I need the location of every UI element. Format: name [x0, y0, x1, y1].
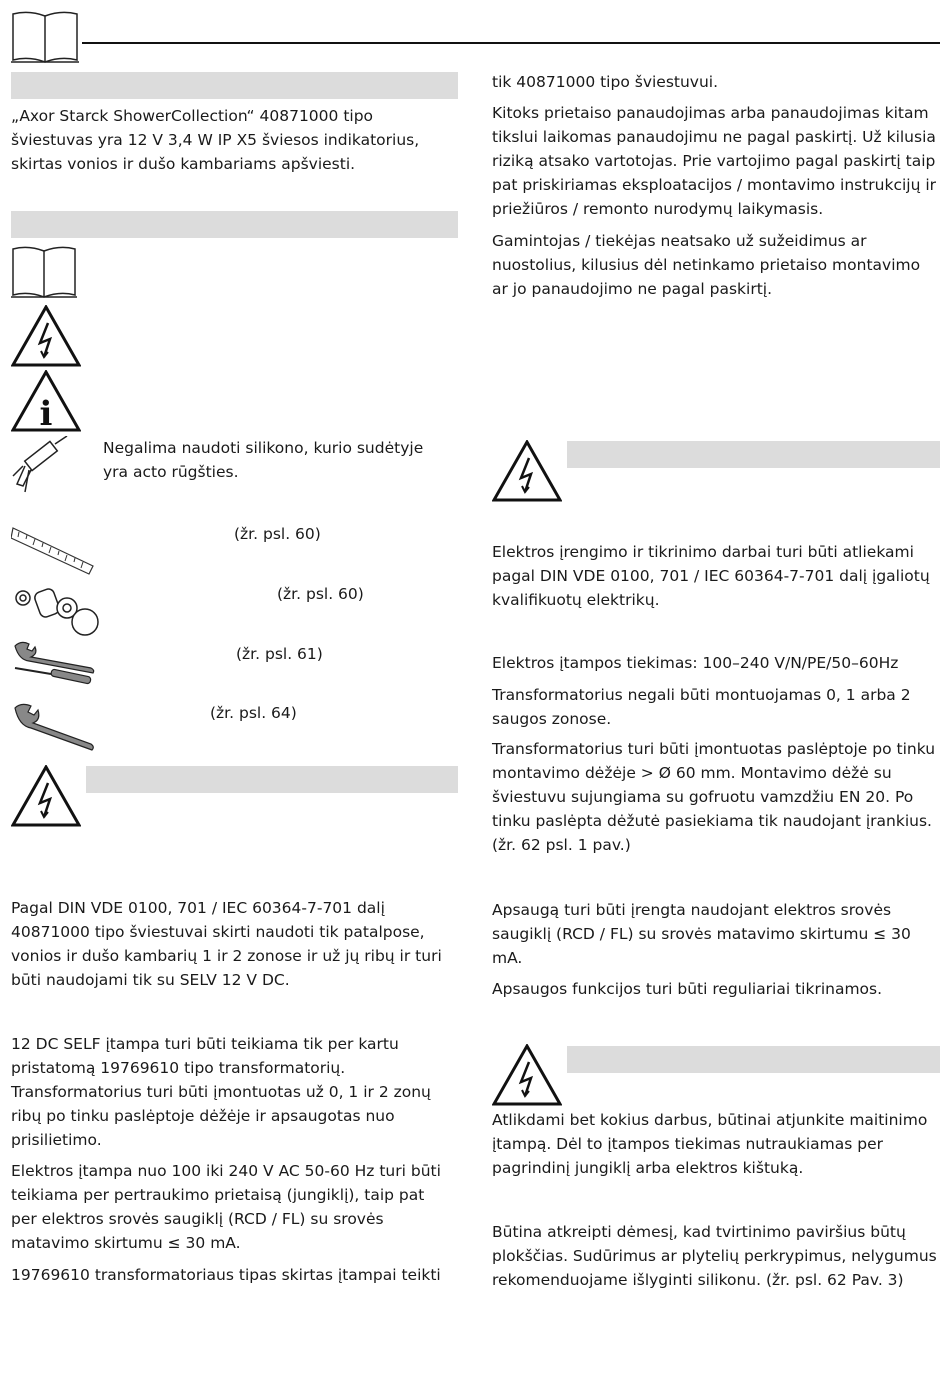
check-paragraph: Apsaugos funkcijos turi būti reguliariai tikrinamos. [492, 980, 883, 998]
electrician-paragraph: Elektros įrengimo ir tikrinimo darbai turi būti atliekami pagal DIN VDE 0100, 701 / IEC 60364-7-701 dalį įgaliotų kvalifikuotų elektrikų. [492, 543, 930, 609]
page-reference: (žr. psl. 61) [236, 645, 323, 663]
page-reference: (žr. psl. 60) [234, 525, 321, 543]
page-reference: (žr. psl. 60) [277, 585, 364, 603]
voltage-paragraph: Elektros įtampa nuo 100 iki 240 V AC 50-60 Hz turi būti teikiama per pertraukimo prietaisą (jungiklį), taip pat per elektros srovės saugiklį (RCD / FL) su srovės matavimo skirtumu ≤ 30 mA. [11, 1162, 441, 1252]
din-paragraph: Pagal DIN VDE 0100, 701 / IEC 60364-7-701 dalį 40871000 tipo šviestuvai skirti naudoti tik patalpose, vonios ir dušo kambarių 1 ir 2 zonose ir už jų ribų ir turi būti naudojami tik su SELV 12 V DC. [11, 899, 442, 989]
electrical-hazard-icon [492, 1044, 562, 1106]
header-rule [82, 42, 940, 44]
intro-paragraph: „Axor Starck ShowerCollection“ 40871000 tipo šviestuvas yra 12 V 3,4 W IP X5 šviesos indikatorius, skirtas vonios ir dušo kambariams apšviesti. [11, 107, 420, 173]
ruler-icon [11, 520, 95, 578]
manual-book-icon [11, 8, 79, 64]
zone-paragraph: Transformatorius negali būti montuojamas 0, 1 arba 2 saugos zonose. [492, 686, 911, 728]
section-heading-bar [86, 766, 458, 793]
section-heading-bar [11, 72, 458, 99]
parts-set-icon [11, 578, 99, 638]
misuse-paragraph: Kitoks prietaiso panaudojimas arba panaudojimas kitam tikslui laikomas panaudojimu ne pagal paskirtį. Už kilusia riziką atsako vartotojas. Prie vartojimo pagal paskirtį taip pat priskiriamas eksploatacijos / montavimo instrukcijų ir priežiūros / remonto nurodymų laikymasis. [492, 104, 937, 218]
selv-paragraph: 12 DC SELF įtampa turi būti teikiama tik per kartu pristatomą 19769610 tipo transformatorių. Transformatorius turi būti įmontuotas už 0, 1 ir 2 zonų ribų po tinku paslėptoje dėžėje ir apsaugotas nuo prisilietimo. [11, 1035, 431, 1149]
electrical-hazard-icon [492, 440, 562, 502]
liability-paragraph: Gamintojas / tiekėjas neatsako už sužeidimus ar nuostolius, kilusius dėl netinkamo prietaiso montavimo ar jo panaudojimo ne pagal paskirtį. [492, 232, 921, 298]
electrical-hazard-icon [11, 765, 81, 827]
wrench-icon [11, 702, 97, 754]
section-heading-bar [11, 211, 458, 238]
transformer-paragraph: 19769610 transformatoriaus tipas skirtas įtampai teikti [11, 1266, 441, 1284]
svg-text:i: i [39, 394, 53, 432]
wrench-screwdriver-icon [11, 640, 97, 690]
continuation-paragraph: tik 40871000 tipo šviestuvui. [492, 73, 719, 91]
electrical-hazard-icon [11, 305, 81, 367]
section-heading-bar [567, 1046, 940, 1073]
silicone-note: Negalima naudoti silikono, kurio sudėtyje yra acto rūgšties. [103, 439, 424, 481]
surface-paragraph: Būtina atkreipti dėmesį, kad tvirtinimo paviršius būtų plokščias. Sudūrimus ar plytelių perkrypimus, nelygumus rekomenduojame išlyginti silikonu. (žr. psl. 62 Pav. 3) [492, 1223, 937, 1289]
disconnect-paragraph: Atlikdami bet kokius darbus, būtinai atjunkite maitinimo įtampą. Dėl to įtampos tiekimas nutraukiamas per pagrindinį jungiklį arba elektros kištuką. [492, 1111, 928, 1177]
info-warning-icon [11, 370, 81, 432]
manual-book-icon [11, 243, 77, 299]
box-paragraph: Transformatorius turi būti įmontuotas paslėptoje po tinku montavimo dėžėje > Ø 60 mm. Montavimo dėžė su šviestuvu sujungiama su gofruotu vamzdžiu EN 20. Po tinku paslėpta dėžutė pasiekiama tik naudojant įrankius. (žr. 62 psl. 1 pav.) [492, 740, 936, 854]
supply-paragraph: Elektros įtampos tiekimas: 100–240 V/N/PE/50–60Hz [492, 654, 899, 672]
section-heading-bar [567, 441, 940, 468]
rcd-paragraph: Apsaugą turi būti įrengta naudojant elektros srovės saugiklį (RCD / FL) su srovės matavimo skirtumu ≤ 30 mA. [492, 901, 911, 967]
page-reference: (žr. psl. 64) [210, 704, 297, 722]
silicone-gun-icon [11, 436, 71, 496]
